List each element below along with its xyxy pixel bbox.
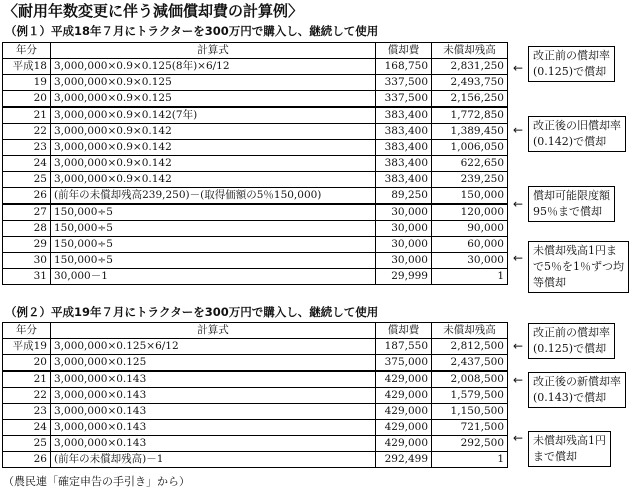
depreciation-cell: 429,000 xyxy=(376,371,432,388)
arrow-left-icon: ← xyxy=(513,197,524,211)
year-cell: 19 xyxy=(3,75,51,91)
formula-cell: 30,000－1 xyxy=(51,269,376,285)
depreciation-cell: 429,000 xyxy=(376,420,432,436)
year-cell: 26 xyxy=(3,188,51,205)
year-cell: 21 xyxy=(3,371,51,388)
year-cell: 20 xyxy=(3,91,51,108)
remaining-cell: 90,000 xyxy=(432,221,508,237)
remaining-cell: 1,006,050 xyxy=(432,140,508,156)
depreciation-cell: 30,000 xyxy=(376,253,432,269)
table-row xyxy=(3,371,508,388)
remaining-cell: 1,150,500 xyxy=(432,404,508,420)
year-cell: 21 xyxy=(3,107,51,124)
remaining-cell: 2,831,250 xyxy=(432,59,508,75)
year-cell: 30 xyxy=(3,253,51,269)
depreciation-cell: 187,550 xyxy=(376,339,432,355)
year-cell: 29 xyxy=(3,237,51,253)
note-ex2-new-rate: 改正後の新償却率 (0.143)で償却 xyxy=(528,372,626,408)
formula-cell: 3,000,000×0.143 xyxy=(51,404,376,420)
note-ex1-equal-depreciation: 未償却残高1円ま で5％を1％ずつ均 等償却 xyxy=(528,241,629,293)
header-remaining: 未償却残高 xyxy=(432,43,508,59)
header-formula: 計算式 xyxy=(51,43,376,59)
depreciation-cell: 89,250 xyxy=(376,188,432,205)
year-cell: 22 xyxy=(3,388,51,404)
formula-cell: 3,000,000×0.9×0.142(7年) xyxy=(51,107,376,124)
remaining-cell: 292,500 xyxy=(432,436,508,452)
table-row xyxy=(3,420,508,436)
table-row xyxy=(3,404,508,420)
table-row xyxy=(3,124,508,140)
table-row xyxy=(3,221,508,237)
arrow-left-icon: ← xyxy=(513,61,524,75)
example1-table xyxy=(2,42,508,285)
year-cell: 28 xyxy=(3,221,51,237)
formula-cell: 3,000,000×0.143 xyxy=(51,371,376,388)
example2-table-body xyxy=(3,339,508,468)
table-row xyxy=(3,172,508,188)
depreciation-cell: 30,000 xyxy=(376,237,432,253)
depreciation-cell: 429,000 xyxy=(376,436,432,452)
year-cell: 24 xyxy=(3,420,51,436)
formula-cell: 3,000,000×0.143 xyxy=(51,420,376,436)
year-cell: 25 xyxy=(3,172,51,188)
table-row xyxy=(3,253,508,269)
remaining-cell: 1,389,450 xyxy=(432,124,508,140)
year-cell: 27 xyxy=(3,204,51,221)
page-title: 〈耐用年数変更に伴う減価償却費の計算例〉 xyxy=(3,2,304,20)
year-cell: 23 xyxy=(3,140,51,156)
example2-table xyxy=(2,322,508,468)
year-cell: 25 xyxy=(3,436,51,452)
remaining-cell: 1,772,850 xyxy=(432,107,508,124)
formula-cell: 3,000,000×0.143 xyxy=(51,388,376,404)
remaining-cell: 2,437,500 xyxy=(432,355,508,372)
table-row xyxy=(3,156,508,172)
table-row xyxy=(3,204,508,221)
formula-cell: 3,000,000×0.9×0.125(8年)×6/12 xyxy=(51,59,376,75)
formula-cell: 3,000,000×0.9×0.142 xyxy=(51,156,376,172)
table-row xyxy=(3,237,508,253)
remaining-cell: 60,000 xyxy=(432,237,508,253)
table-row xyxy=(3,59,508,75)
header-remaining: 未償却残高 xyxy=(432,323,508,339)
formula-cell: 3,000,000×0.143 xyxy=(51,436,376,452)
header-formula: 計算式 xyxy=(51,323,376,339)
depreciation-cell: 29,999 xyxy=(376,269,432,285)
year-cell: 23 xyxy=(3,404,51,420)
formula-cell: 3,000,000×0.9×0.125 xyxy=(51,75,376,91)
remaining-cell: 1,579,500 xyxy=(432,388,508,404)
depreciation-cell: 30,000 xyxy=(376,204,432,221)
formula-cell: 150,000÷5 xyxy=(51,204,376,221)
arrow-left-icon: ← xyxy=(513,431,524,445)
header-year: 年分 xyxy=(3,43,51,59)
depreciation-cell: 429,000 xyxy=(376,388,432,404)
depreciation-cell: 30,000 xyxy=(376,221,432,237)
example1-table-body xyxy=(3,59,508,285)
header-depreciation: 償却費 xyxy=(376,323,432,339)
table-row xyxy=(3,107,508,124)
table-row xyxy=(3,339,508,355)
formula-cell: (前年の未償却残高239,250)－(取得価額の5％150,000) xyxy=(51,188,376,205)
year-cell: 平成18 xyxy=(3,59,51,75)
year-cell: 31 xyxy=(3,269,51,285)
depreciation-cell: 383,400 xyxy=(376,172,432,188)
table-row xyxy=(3,188,508,205)
year-cell: 26 xyxy=(3,452,51,468)
formula-cell: 3,000,000×0.9×0.142 xyxy=(51,124,376,140)
depreciation-cell: 383,400 xyxy=(376,124,432,140)
source-citation: （農民連「確定申告の手引き」から） xyxy=(3,475,190,488)
remaining-cell: 1 xyxy=(432,269,508,285)
formula-cell: 150,000÷5 xyxy=(51,253,376,269)
year-cell: 20 xyxy=(3,355,51,372)
example2-caption: （例２）平成19年７月にトラクターを300万円で購入し、継続して使用 xyxy=(5,305,379,319)
remaining-cell: 150,000 xyxy=(432,188,508,205)
depreciation-cell: 383,400 xyxy=(376,140,432,156)
arrow-left-icon: ← xyxy=(513,251,524,265)
formula-cell: 3,000,000×0.9×0.125 xyxy=(51,91,376,108)
table-row xyxy=(3,355,508,372)
remaining-cell: 1 xyxy=(432,452,508,468)
remaining-cell: 2,008,500 xyxy=(432,371,508,388)
year-cell: 24 xyxy=(3,156,51,172)
depreciation-cell: 337,500 xyxy=(376,91,432,108)
table-row xyxy=(3,75,508,91)
formula-cell: 3,000,000×0.125×6/12 xyxy=(51,339,376,355)
note-ex2-old-rate: 改正前の償却率 (0.125)で償却 xyxy=(528,323,615,359)
year-cell: 22 xyxy=(3,124,51,140)
formula-cell: 3,000,000×0.125 xyxy=(51,355,376,372)
example1-caption: （例１）平成18年７月にトラクターを300万円で購入し、継続して使用 xyxy=(5,24,379,38)
table-row xyxy=(3,388,508,404)
remaining-cell: 2,156,250 xyxy=(432,91,508,108)
note-ex1-old-rate: 改正前の償却率 (0.125)で償却 xyxy=(528,46,615,82)
depreciation-cell: 292,499 xyxy=(376,452,432,468)
remaining-cell: 721,500 xyxy=(432,420,508,436)
table-row xyxy=(3,452,508,468)
header-depreciation: 償却費 xyxy=(376,43,432,59)
remaining-cell: 622,650 xyxy=(432,156,508,172)
note-ex2-final: 未償却残高1円 まで償却 xyxy=(528,431,611,467)
year-cell: 平成19 xyxy=(3,339,51,355)
depreciation-cell: 429,000 xyxy=(376,404,432,420)
note-ex1-limit: 償却可能限度額 95％まで償却 xyxy=(528,186,615,222)
header-year: 年分 xyxy=(3,323,51,339)
remaining-cell: 239,250 xyxy=(432,172,508,188)
formula-cell: 150,000÷5 xyxy=(51,237,376,253)
table-row xyxy=(3,91,508,108)
formula-cell: 3,000,000×0.9×0.142 xyxy=(51,140,376,156)
remaining-cell: 120,000 xyxy=(432,204,508,221)
arrow-left-icon: ← xyxy=(513,373,524,387)
formula-cell: (前年の未償却残高)－1 xyxy=(51,452,376,468)
note-ex1-new-old-rate: 改正後の旧償却率 (0.142)で償却 xyxy=(528,116,626,152)
table-row xyxy=(3,436,508,452)
remaining-cell: 30,000 xyxy=(432,253,508,269)
formula-cell: 3,000,000×0.9×0.142 xyxy=(51,172,376,188)
depreciation-cell: 383,400 xyxy=(376,107,432,124)
depreciation-cell: 383,400 xyxy=(376,156,432,172)
table-row xyxy=(3,140,508,156)
arrow-left-icon: ← xyxy=(513,339,524,353)
arrow-left-icon: ← xyxy=(513,123,524,137)
formula-cell: 150,000÷5 xyxy=(51,221,376,237)
depreciation-cell: 168,750 xyxy=(376,59,432,75)
table-row xyxy=(3,269,508,285)
depreciation-cell: 337,500 xyxy=(376,75,432,91)
remaining-cell: 2,812,500 xyxy=(432,339,508,355)
depreciation-cell: 375,000 xyxy=(376,355,432,372)
remaining-cell: 2,493,750 xyxy=(432,75,508,91)
